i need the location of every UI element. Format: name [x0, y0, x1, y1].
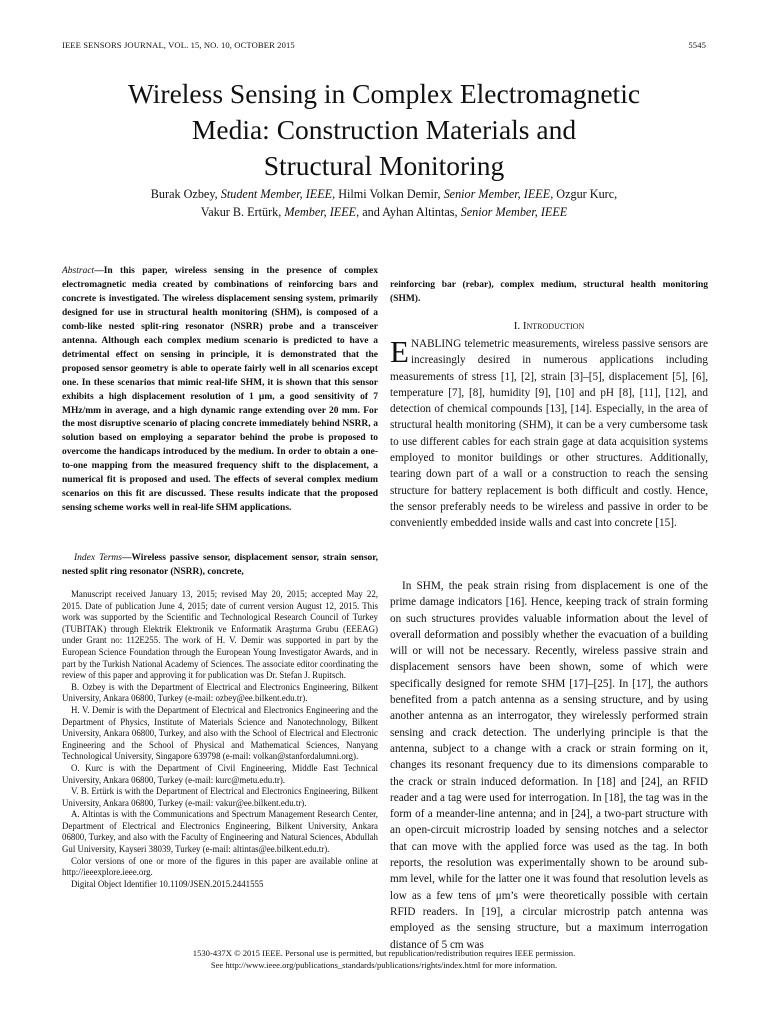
author-role: Senior Member, IEEE: [443, 187, 551, 201]
author-name: , and Ayhan Altintas,: [356, 205, 461, 219]
index-terms: [62, 552, 378, 580]
footnote-affiliation: V. B. Ertürk is with the Department of Electrical and Electronics Engineering, Bilkent University, Ankara 06800, Turkey (e-mail: vakur@ee.bilkent.edu.tr).: [62, 786, 378, 808]
intro-text: telemetric measurements, wireless passive sensors are increasingly desired in numerous applications including measurements of stress [1], [2], strain [3]–[5], displacement [5], [6], temperature [7], [8], humidity [9], [10] and pH [8], [11], [12], and detection of chemical compounds [13], [14]. Especially, in the area of structural health monitoring (SHM), it can be a very cumbersome task to use different cables for each strain gage at data acquisition systems employed to monitor buildings or other structures. Additionally, tearing down part of a wall or a construction to reach the sensing structure for battery replacement is both difficult and costly. Hence, the sensor preferably needs to be wireless and passive in order to be conveniently embedded inside walls and cast into concrete [15].: [390, 338, 708, 530]
running-header: [62, 40, 706, 50]
copyright-line-1: 1530-437X © 2015 IEEE. Personal use is permitted, but republication/redistribution requires IEEE permission.: [192, 948, 576, 958]
author-line-2: [60, 203, 708, 221]
footnote-manuscript: Manuscript received January 13, 2015; revised May 20, 2015; accepted May 22, 2015. Date of publication June 4, 2015; date of current version August 12, 2015. This work was supported by the Scientific and Technological Research Council of Turkey (TUBITAK) through Elektrik Elektronik ve Enformatik Araştırma Grubu (EEEAG) under Grant no: 112E255. The work of H. V. Demir was supported in part by the European Science Foundation through the European Young Investigator Awards, and in part by the Turkish National Academy of Sciences. The associate editor coordinating the review of this paper and approving it for publication was Dr. Stefan J. Rupitsch.: [62, 589, 378, 681]
footnote-affiliation: H. V. Demir is with the Department of Electrical and Electronics Engineering and the Department of Physics, Institute of Materials Science and Nanotechnology, Bilkent University, Ankara 06800, Turkey, and also with the School of Electrical and Electronic Engineering and the School of Physical and Mathematical Sciences, Nanyang Technological University, Singapore 639798 (e-mail: volkan@stanfordalumni.org).: [62, 704, 378, 762]
footnote-doi: Digital Object Identifier 10.1109/JSEN.2015.2441555: [71, 878, 264, 889]
footnote-color: Color versions of one or more of the figures in this paper are available online at http://ieeexplore.ieee.org.: [62, 855, 378, 878]
copyright-notice: [60, 947, 708, 971]
footnote-affiliation: A. Altintas is with the Communications and Spectrum Management Research Center, Department of Electrical and Electronics Engineering, Bilkent University, Ankara 06800, Turkey, and also with the Faculty of Engineering and Natural Sciences, Abdullah Gul University, Kayseri 38039, Turkey (e-mail: altintas@ee.bilkent.edu.tr).: [62, 809, 378, 855]
abstract-dash: —: [94, 266, 104, 276]
author-name: Burak Ozbey,: [150, 187, 221, 201]
paper-title: [60, 76, 708, 184]
author-role: Student Member, IEEE: [220, 187, 333, 201]
author-name: , Ozgur Kurc,: [550, 187, 618, 201]
title-line-2: Media: Construction Materials and: [191, 114, 577, 145]
index-terms-continued: reinforcing bar (rebar), complex medium, structural health monitoring (SHM).: [390, 280, 708, 304]
index-terms-text: Wireless passive sensor, displacement sensor, strain sensor, nested split ring resonator (NSRR), concrete,: [62, 553, 379, 577]
drop-cap: E: [390, 334, 409, 369]
section-heading: [390, 319, 708, 333]
author-name: Vakur B. Ertürk,: [200, 205, 285, 219]
author-role: Member, IEEE: [284, 205, 357, 219]
page-number: 5545: [688, 40, 706, 50]
copyright-line-2: See http://www.ieee.org/publications_standards/publications/rights/index.html for more information.: [210, 960, 558, 970]
footnote-affiliation: B. Ozbey is with the Department of Electrical and Electronics Engineering, Bilkent University, Ankara 06800, Turkey (e-mail: ozbey@ee.bilkent.edu.tr).: [62, 681, 378, 704]
title-line-1: Wireless Sensing in Complex Electromagnetic: [127, 78, 641, 109]
abstract: [62, 265, 378, 516]
section-title: Introduction: [522, 320, 585, 332]
intro-first-word: NABLING: [410, 338, 462, 350]
journal-info: IEEE SENSORS JOURNAL, VOL. 15, NO. 10, OCTOBER 2015: [62, 40, 295, 50]
author-list: [60, 185, 708, 221]
author-line-1: [60, 185, 708, 203]
index-terms-label: Index Terms: [74, 553, 122, 563]
section-number: I.: [513, 320, 523, 332]
index-terms-dash: —: [121, 553, 132, 563]
intro-paragraph-2: In SHM, the peak strain rising from displacement is one of the prime damage indicators [16]. Hence, keeping track of strain forming on such structures provides valuable information about the level of overall deformation and possibly whether the evacuation of a building will or will not be necessary. Recently, wireless passive strain and displacement sensors have been shown, some of which were specifically designed for remote SHM [17]–[25]. In [17], the authors benefited from a patch antenna as a sensing structure, and by using another antenna as an interrogator, they wirelessly performed strain sensing and crack detection. The underlying principle is that the antenna, subject to a change with a crack or strain forming on it, changes its resonant frequency due to its dimensions comparable to the crack or strain induced deformation. In [18] and [24], an RFID reader and a tag were used for interrogation. In [18], the tag was in the form of a meander-line antenna; and in [24], a two-part structure with an open-circuit microstrip loaded by sensing notches and a selector that can move with the applied force was used as the tag. In both reports, the resolution was experimentally shown to be around sub-mm level, while for the latter one it was found that resolution levels as low as a few tens of μm’s were theoretically possible with certain RFID readers. In [19], a circular microstrip patch antenna was employed as the sensing structure, but a maximum interrogation distance of 5 cm was: [390, 580, 708, 951]
abstract-text: In this paper, wireless sensing in the presence of complex electromagnetic media created by combinations of reinforcing bars and concrete is investigated. The wireless displacement sensing system, primarily designed for use in structural health monitoring (SHM), is composed of a comb-like nested split-ring resonator (NSRR) probe and a transceiver antenna. Although each complex medium scenario is predicted to have a detrimental effect on sensing in principle, it is demonstrated that the proposed sensor geometry is able to operate fairly well in all scenarios except one. In these scenarios that mimic real-life SHM, it is shown that this sensor exhibits a high displacement resolution of 1 μm, a good sensitivity of 7 MHz/mm in average, and a high dynamic range extending over 20 mm. For the most disruptive scenario of placing concrete immediately behind NSRR, a solution based on employing a separator behind the probe is proposed to overcome the handicaps introduced by the medium. In order to obtain a one-to-one mapping from the measured frequency shift to the displacement, a numerical fit is proposed and used. The effects of several complex medium scenarios on this fit are discussed. These results indicate that the proposed sensing scheme works well in real-life SHM applications.: [62, 266, 378, 514]
author-role: Senior Member, IEEE: [460, 205, 568, 219]
abstract-label: Abstract: [62, 266, 95, 276]
author-name: , Hilmi Volkan Demir,: [332, 187, 444, 201]
footnotes: [62, 589, 378, 890]
title-line-3: Structural Monitoring: [263, 150, 505, 181]
intro-paragraph-1: [390, 336, 708, 532]
footnote-affiliation: O. Kurc is with the Department of Civil Engineering, Middle East Technical University, Ankara 06800, Turkey (e-mail: kurc@metu.edu.tr).: [62, 762, 378, 785]
